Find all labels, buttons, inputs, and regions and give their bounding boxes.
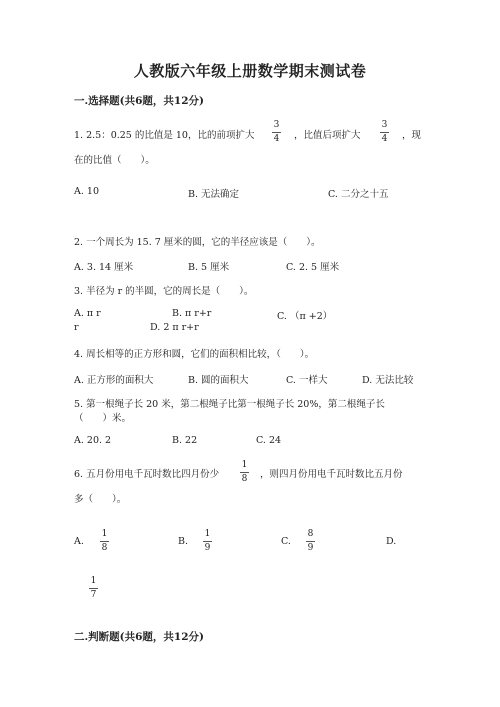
q6-frac-denominator: 8 — [241, 474, 248, 484]
section-heading-choice: 一.选择题(共6题，共12分) — [74, 95, 205, 107]
q2-text: 2. 一个周长为 15. 7 厘米的圆，它的半径应该是（ ）。 — [74, 237, 321, 248]
q2-option-b[interactable]: B. 5 厘米 — [188, 262, 230, 273]
q5-option-c[interactable]: C. 24 — [256, 435, 282, 446]
fraction-denominator: 8 — [101, 543, 108, 553]
q2-option-c[interactable]: C. 2. 5 厘米 — [286, 262, 340, 273]
fraction-bar — [306, 541, 315, 542]
fraction-numerator: 1 — [204, 529, 211, 539]
q3-text: 3. 半径为 r 的半圆，它的周长是（ ）。 — [74, 286, 254, 297]
q4-option-a[interactable]: A. 正方形的面积大 — [74, 375, 154, 386]
q6-option-b-label[interactable]: B. — [178, 536, 189, 547]
fraction-bar — [240, 472, 249, 473]
q3-option-c-continued: r — [74, 322, 79, 333]
q6-text-line2: 多（ ）。 — [74, 494, 127, 505]
q4-option-b[interactable]: B. 圆的面积大 — [188, 375, 249, 386]
q1-frac1-denominator: 4 — [273, 134, 280, 144]
fraction-denominator: 7 — [90, 590, 97, 600]
q1-fraction-1 — [272, 120, 281, 145]
q1-frac2-numerator: 3 — [381, 120, 388, 130]
fraction-numerator: 1 — [101, 529, 108, 539]
q1-frac2-denominator: 4 — [381, 134, 388, 144]
q5-option-b[interactable]: B. 22 — [172, 435, 198, 446]
fraction-numerator: 1 — [90, 576, 97, 586]
q4-text: 4. 周长相等的正方形和圆，它们的面积相比较，（ ）。 — [74, 349, 315, 360]
q1-option-a[interactable]: A. 10 — [74, 186, 99, 197]
q5-text-line2: （ ）米。 — [74, 413, 132, 424]
q6-option-c-label[interactable]: C. — [281, 536, 291, 547]
q1-text-line2: 在的比值（ ）。 — [74, 155, 155, 166]
q6-option-b-fraction[interactable] — [203, 529, 212, 554]
section-heading-judgment: 二.判断题(共6题，共12分) — [74, 631, 205, 643]
fraction-bar — [203, 541, 212, 542]
fraction-numerator: 8 — [307, 529, 314, 539]
q6-option-c-fraction[interactable] — [306, 529, 315, 554]
q6-option-d-fraction[interactable] — [89, 576, 98, 601]
page-title: 人教版六年级上册数学期末测试卷 — [133, 62, 367, 80]
q1-option-b[interactable]: B. 无法确定 — [188, 189, 240, 200]
fraction-denominator: 9 — [307, 543, 314, 553]
q1-text-part3: ，现 — [402, 130, 422, 141]
q6-text-part2: ，则四月份用电千瓦时数比五月份 — [260, 469, 403, 480]
q2-option-a[interactable]: A. 3. 14 厘米 — [74, 262, 134, 273]
q4-option-c[interactable]: C. 一样大 — [286, 375, 328, 386]
q6-option-d-label[interactable]: D. — [386, 536, 397, 547]
q1-text-part2: ，比值后项扩大 — [294, 130, 361, 141]
fraction-denominator: 9 — [204, 543, 211, 553]
q5-text-line1: 5. 第一根绳子长 20 米，第二根绳子比第一根绳子长 20%，第二根绳子长 — [74, 399, 385, 410]
q6-option-a-label[interactable]: A. — [74, 536, 84, 547]
q1-text-part1: 1. 2.5：0.25 的比值是 10，比的前项扩大 — [74, 130, 255, 141]
q1-frac1-numerator: 3 — [273, 120, 280, 130]
fraction-bar — [89, 588, 98, 589]
fraction-bar — [100, 541, 109, 542]
q3-option-a[interactable]: A. π r — [74, 308, 101, 319]
q6-frac-numerator: 1 — [241, 460, 248, 470]
q1-fraction-2 — [380, 120, 389, 145]
q5-option-a[interactable]: A. 20. 2 — [74, 435, 112, 446]
fraction-bar — [272, 132, 281, 133]
q3-option-d[interactable]: D. 2 π r+r — [150, 322, 199, 333]
fraction-bar — [380, 132, 389, 133]
q6-option-a-fraction[interactable] — [100, 529, 109, 554]
q6-text-part1: 6. 五月份用电千瓦时数比四月份少 — [74, 469, 220, 480]
q3-option-b[interactable]: B. π r+r — [172, 308, 212, 319]
q3-option-c[interactable]: C. （π +2） — [277, 311, 333, 322]
q4-option-d[interactable]: D. 无法比较 — [362, 375, 414, 386]
q1-option-c[interactable]: C. 二分之十五 — [328, 189, 389, 200]
q6-fraction — [240, 460, 249, 485]
